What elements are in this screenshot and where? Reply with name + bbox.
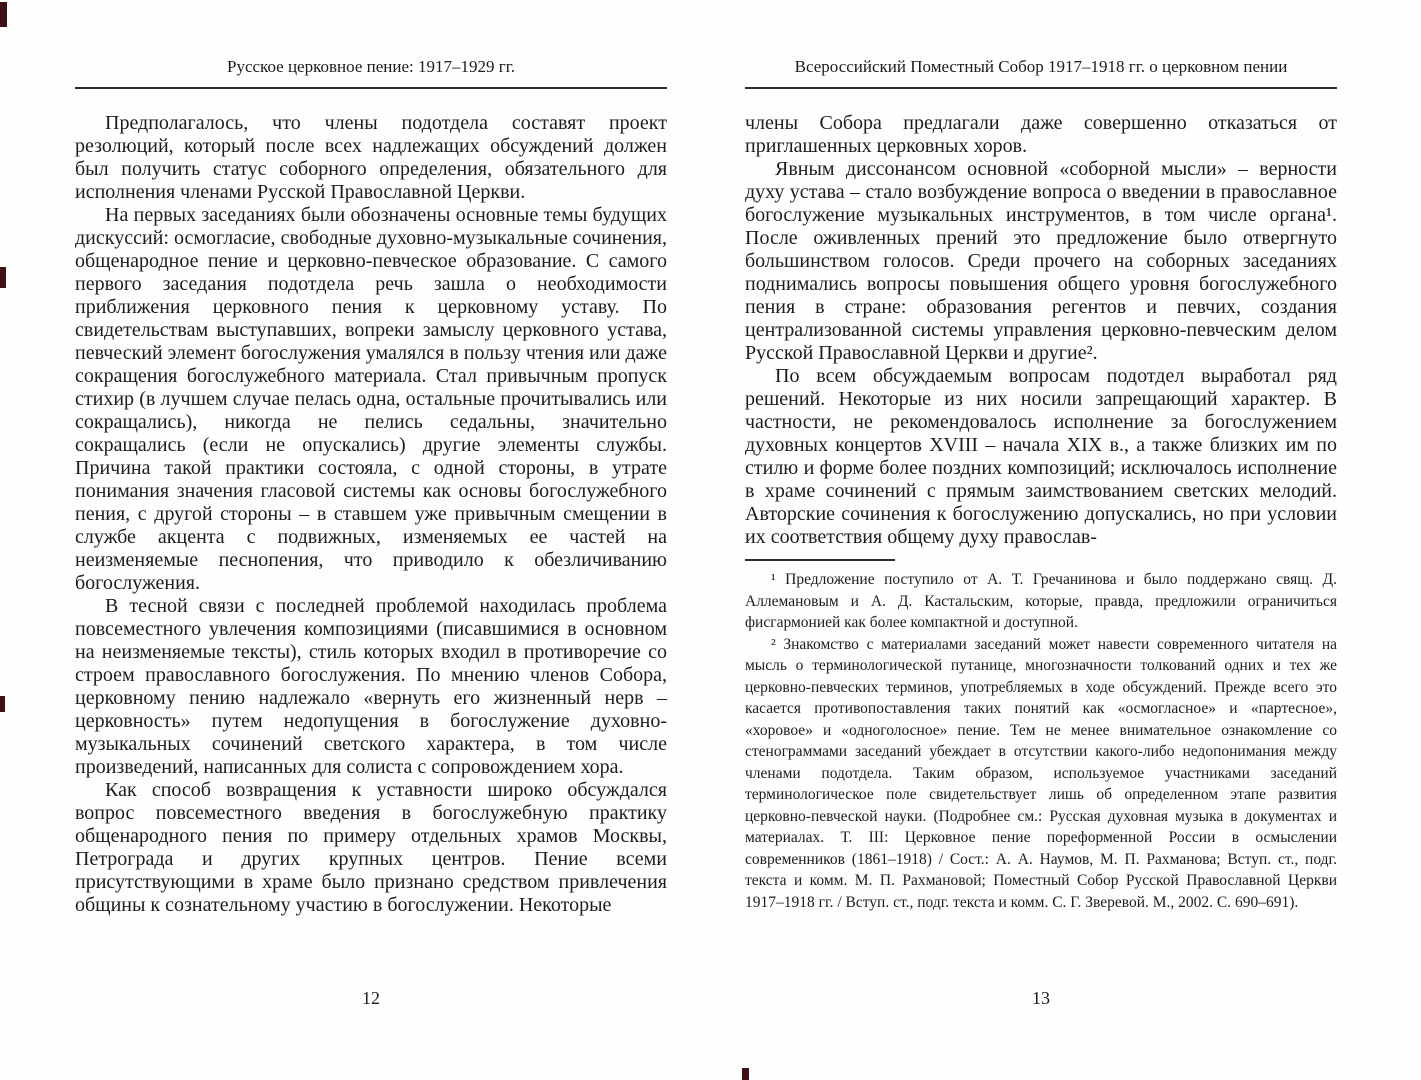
scan-artifact bbox=[742, 1068, 749, 1080]
paragraph: По всем обсуждаемым вопросам подотдел выработал ряд решений. Некоторые из них носили запрещающий характер. В частности, не рекомендовалось исполнение за богослужением духовных концертов XVIII – начала XIX в., а также близких им по стилю и форме более поздних композиций; исключалось исполнение в храме сочинений с прямым заимствованием светских мелодий. Авторские сочинения к богослужению допускались, но при условии их соответствия общему духу православ- bbox=[745, 365, 1337, 548]
body-text-right bbox=[745, 112, 1337, 913]
footnote-separator bbox=[745, 559, 895, 561]
running-head-left: Русское церковное пение: 1917–1929 гг. bbox=[227, 57, 515, 76]
paragraph: Предполагалось, что члены подотдела составят проект резолюций, который после всех надлежащих обсуждений должен был получить статус соборного определения, обязательного для исполнения членами Русской Православной Церкви. bbox=[75, 112, 667, 203]
body-text-left bbox=[75, 112, 667, 917]
page-left bbox=[75, 0, 667, 1080]
header-rule-right bbox=[745, 87, 1337, 89]
paragraph: В тесной связи с последней проблемой находилась проблема повсеместного увлечения композициями (писавшимися в основном на неизменяемые тексты), стиль которых входил в противоречие со строем православного богослужения. По мнению членов Собора, церковному пению надлежало «вернуть его жизненный нерв – церковность» путем недопущения в богослужение духовно-музыкальных сочинений светского характера, в том числе произведений, написанных для солиста с сопровождением хора. bbox=[75, 595, 667, 778]
paragraph: Как способ возвращения к уставности широко обсуждался вопрос повсеместного введения в богослужебную практику общенародного пения по примеру отдельных храмов Москвы, Петрограда и других крупных центров. Пение всеми присутствующими в храме было признано средством привлечения общины к сознательному участию в богослужении. Некоторые bbox=[75, 779, 667, 916]
page-number-right: 13 bbox=[1032, 988, 1050, 1008]
footnote: ² Знакомство с материалами заседаний может навести современного читателя на мысль о терминологической путанице, многозначности толкований одних и тех же церковно-певческих терминов, употребляемых в ходе обсуждений. Прежде всего это касается противопоставления таких понятий как «осмогласное» и «партесное», «хоровое» и «одноголосное» пение. Тем не менее внимательное ознакомление со стенограммами заседаний убеждает в отсутствии какого-либо недопонимания между членами подотдела. Таким образом, используемое участниками заседаний терминологическое поле свидетельствует лишь об определенном этапе развития церковно-певческой науки. (Подробнее см.: Русская духовная музыка в документах и материалах. Т. III: Церковное пение пореформенной России в осмыслении современников (1861–1918) / Сост.: А. А. Наумов, М. П. Рахманова; Вступ. ст., подг. текста и комм. М. П. Рахмановой; Поместный Собор Русской Православной Церкви 1917–1918 гг. / Вступ. ст., подг. текста и комм. С. Г. Зверевой. М., 2002. С. 690–691). bbox=[745, 635, 1337, 911]
paragraph: Явным диссонансом основной «соборной мысли» – верности духу устава – стало возбуждение вопроса о введении в православное богослужение музыкальных инструментов, в том числе органа¹. После оживленных прений это предложение было отвергнуто большинством голосов. Среди прочего на соборных заседаниях поднимались вопросы повышения общего уровня богослужебного пения в стране: образования регентов и певчих, создания централизованной системы управления церковно-певческим делом Русской Православной Церкви и другие². bbox=[745, 158, 1337, 364]
scan-artifact bbox=[0, 696, 5, 712]
scan-artifact bbox=[0, 2, 7, 27]
paragraph: На первых заседаниях были обозначены основные темы будущих дискуссий: осмогласие, свободные духовно-музыкальные сочинения, общенародное пение и церковно-певческое образование. С самого первого заседания подотдела речь зашла о необходимости приближения церковного пения к церковному уставу. По свидетельствам выступавших, вопреки замыслу церковного устава, певческий элемент богослужения умалялся в пользу чтения или даже сокращения богослужебного материала. Стал привычным пропуск стихир (в лучшем случае пелась одна, остальные прочитывались или сокращались), никогда не пелись седальны, значительно сокращались (если не опускались) другие элементы службы. Причина такой практики состояла, с одной стороны, в утрате понимания значения гласовой системы как основы богослужебного пения, с другой стороны – в ставшем уже привычным смещении в службе акцента с подвижных, изменяемых ее частей на неизменяемые песнопения, что приводило к обезличиванию богослужения. bbox=[75, 204, 667, 594]
scan-artifact bbox=[0, 267, 6, 288]
footnotes bbox=[745, 569, 1337, 913]
header-rule-left bbox=[75, 87, 667, 89]
running-head-right: Всероссийский Поместный Собор 1917–1918 гг. о церковном пении bbox=[794, 57, 1288, 76]
footnote: ¹ Предложение поступило от А. Т. Гречанинова и было поддержано свящ. Д. Аллемановым и А. Д. Кастальским, которые, правда, предложили ограничиться фисгармонией как более компактной и доступной. bbox=[745, 571, 1337, 631]
page-right bbox=[745, 0, 1337, 1080]
paragraph: члены Собора предлагали даже совершенно отказаться от приглашенных церковных хоров. bbox=[745, 112, 1337, 157]
page-number-left: 12 bbox=[362, 988, 380, 1008]
